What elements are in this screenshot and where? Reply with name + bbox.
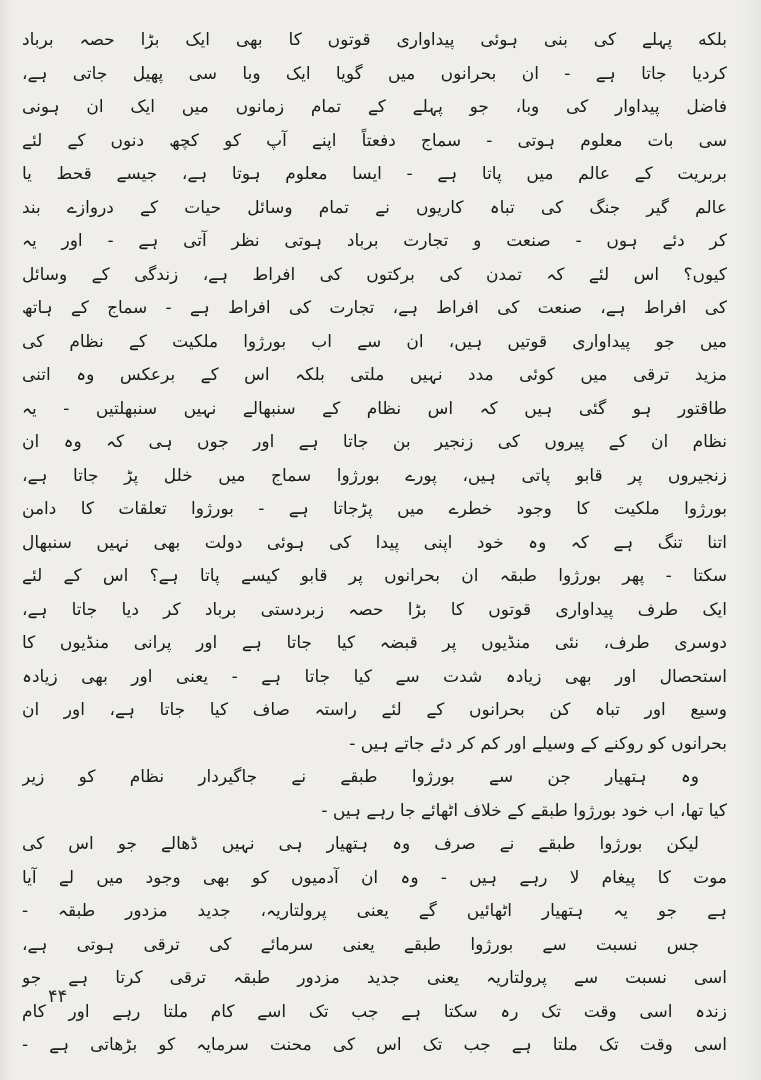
text-line: کر دئے ہوں - صنعت و تجارت برباد ہوتی نظر آتی ہے - اور یہ xyxy=(22,231,727,251)
text-line: کی افراط ہے، صنعت کی افراط ہے، تجارت کی افراط ہے - سماج کے ہاتھ xyxy=(22,298,727,318)
paragraph-first-line: وہ ہتھیار جن سے بورژوا طبقے نے جاگیردار نظام کو زیر xyxy=(22,767,699,787)
text-line: مزید ترقی میں کوئی مدد نہیں ملتی بلکہ اس کے برعکس وہ اتنی xyxy=(22,365,727,385)
text-line: استحصال اور بھی زیادہ شدت سے کیا جاتا ہے - یعنی اور بھی زیادہ xyxy=(22,666,727,687)
text-line: زنجیروں پر قابو پاتی ہیں، پورے بورژوا سماج میں خلل پڑ جاتا ہے، xyxy=(22,465,727,486)
text-line: زندہ اسی وقت تک رہ سکتا ہے جب تک اسے کام ملتا رہے اور کام xyxy=(22,1001,727,1022)
text-line: اسی نسبت سے پرولتاریہ یعنی جدید مزدور طبقہ ترقی کرتا ہے جو xyxy=(22,968,727,988)
text-line: طاقتور ہو گئی ہیں کہ اس نظام کے سنبھالے نہیں سنبھلتیں - یہ xyxy=(22,398,727,419)
text-line: بحرانوں کو روکنے کے وسیلے اور کم کر دئے جاتے ہیں - xyxy=(349,733,727,754)
text-line: موت کا پیغام لا رہے ہیں - وہ ان آدمیوں کو بھی وجود میں لے آیا xyxy=(22,867,727,888)
text-line: اسی وقت تک ملتا ہے جب تک اس کی محنت سرمایہ کو بڑھاتی ہے - xyxy=(22,1035,727,1055)
text-line: بلکه پہلے کی بنی ہوئی پیداواری قوتوں کا بھی ایک بڑا حصہ برباد xyxy=(22,30,727,50)
text-line: وسیع اور تباہ کن بحرانوں کے لئے راستہ صاف کیا جاتا ہے، اور ان xyxy=(22,700,727,720)
paragraph-first-line: لیکن بورژوا طبقے نے صرف وہ ہتھیار ہی نہیں ڈھالے جو اس کی xyxy=(22,834,699,854)
text-line: ہے جو یہ ہتھیار اٹھائیں گے یعنی پرولتاریہ، جدید مزدور طبقہ - xyxy=(22,901,727,921)
text-line: کیوں؟ اس لئے کہ تمدن کی برکتوں کی افراط ہے، زندگی کے وسائل xyxy=(22,264,727,285)
text-line: سی بات معلوم ہوتی - سماج دفعتاً اپنے آپ کو کچھ دنوں کے لئے xyxy=(22,130,727,151)
text-line: اتنا تنگ ہے کہ وہ خود اپنی پیدا کی ہوئی دولت بھی نہیں سنبھال xyxy=(22,532,727,553)
text-line: بورژوا ملکیت کا وجود خطرے میں پڑجاتا ہے - بورژوا تعلقات کا دامن xyxy=(22,499,727,519)
text-line: سکتا - پھر بورژوا طبقہ ان بحرانوں پر قابو کیسے پاتا ہے؟ اس کے لئے xyxy=(22,566,727,586)
text-line: نظام ان کے پیروں کی زنجیر بن جاتا ہے اور جوں ہی کہ وہ ان xyxy=(22,432,727,452)
text-line: کردیا جاتا ہے - ان بحرانوں میں گویا ایک وبا سی پھیل جاتی ہے، xyxy=(22,63,727,84)
body-text xyxy=(22,24,727,1063)
page-number: ۴۴ xyxy=(48,986,68,1007)
text-line: عالم گیر جنگ کی تباہ کاریوں نے تمام وسائل حیات کے دروازے بند xyxy=(22,197,727,218)
text-line: میں جو پیداواری قوتیں ہیں، ان سے اب بورژوا ملکیت کے نظام کی xyxy=(22,331,727,352)
text-line: ایک طرف پیداواری قوتوں کا بڑا حصہ زبردستی برباد کر دیا جاتا ہے، xyxy=(22,599,727,620)
text-line: فاضل پیداوار کی وبا، جو پہلے کے تمام زمانوں میں ایک ان ہونی xyxy=(22,97,727,117)
paragraph-first-line: جس نسبت سے بورژوا طبقے یعنی سرمائے کی ترقی ہوتی ہے، xyxy=(22,934,699,955)
text-line: بربریت کے عالم میں پاتا ہے - ایسا معلوم ہوتا ہے، جیسے قحط یا xyxy=(22,164,727,184)
text-line: کیا تھا، اب خود بورژوا طبقے کے خلاف اٹھائے جا رہے ہیں - xyxy=(321,800,727,821)
text-line: دوسری طرف، نئی منڈیوں پر قبضہ کیا جاتا ہے اور پرانی منڈیوں کا xyxy=(22,633,727,653)
